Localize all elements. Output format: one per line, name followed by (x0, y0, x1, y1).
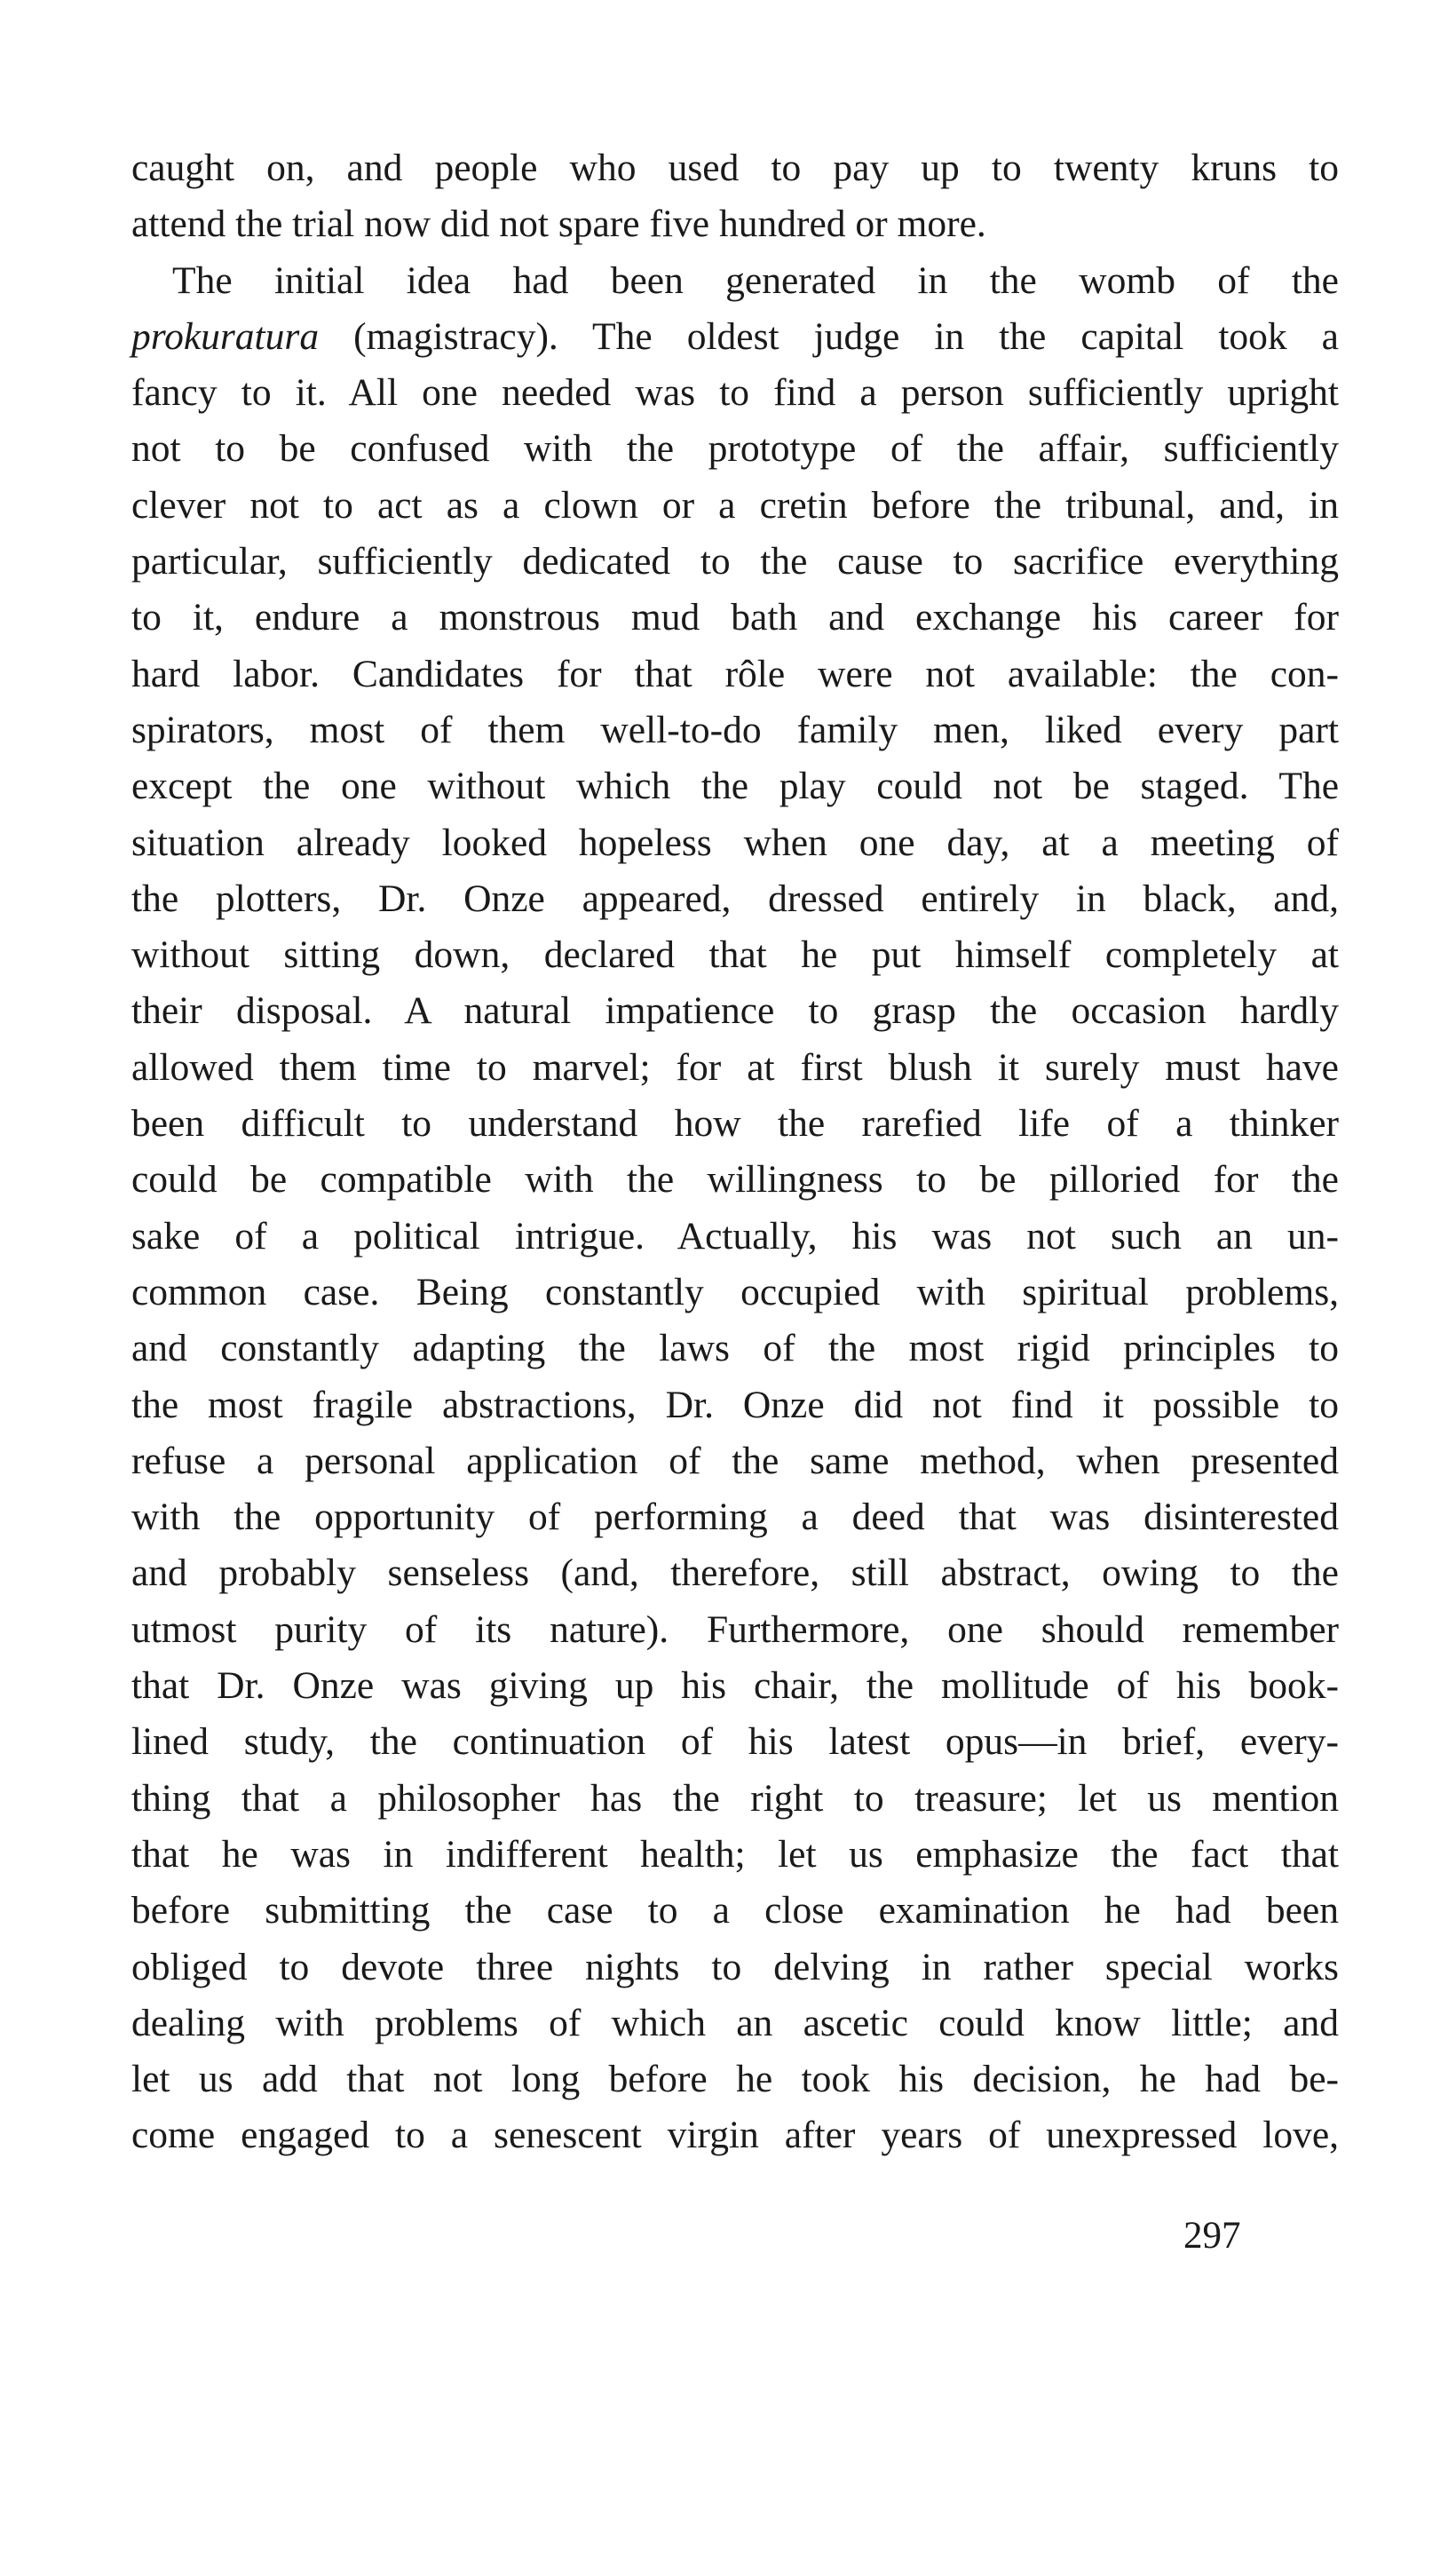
text-line: except the one without which the play could not be staged. The (131, 765, 1339, 808)
text-line: and probably senseless (and, therefore, still abstract, owing to the (131, 1551, 1339, 1595)
text-line: spirators, most of them well-to-do family men, liked every part (131, 708, 1339, 751)
body-text (131, 140, 1339, 2164)
text-line: come engaged to a senescent virgin after years of unexpressed love, (131, 2114, 1339, 2157)
text-line (131, 309, 1339, 365)
text-line: that he was in indifferent health; let us emphasize the fact that (131, 1832, 1339, 1876)
text-line: common case. Being constantly occupied with spiritual problems, (131, 1270, 1339, 1313)
text-line: clever not to act as a clown or a cretin before the tribunal, and, in (131, 483, 1339, 527)
text-line: the plotters, Dr. Onze appeared, dressed entirely in black, and, (131, 877, 1339, 920)
text-line: refuse a personal application of the same method, when presented (131, 1439, 1339, 1482)
text-line: been difficult to understand how the rarefied life of a thinker (131, 1102, 1339, 1146)
text-line: let us add that not long before he took his decision, he had be- (131, 2058, 1339, 2101)
text-line: obliged to devote three nights to delving in rather special works (131, 1945, 1339, 1988)
text-line: without sitting down, declared that he put himself completely at (131, 933, 1339, 977)
text-line: that Dr. Onze was giving up his chair, the mollitude of his book- (131, 1664, 1339, 1708)
text-line: with the opportunity of performing a deed that was disinterested (131, 1496, 1339, 1539)
text-line: attend the trial now did not spare five hundred or more. (131, 202, 986, 246)
text-line-rest: (magistracy). The oldest judge in the capital took a (353, 314, 1339, 358)
text-line: thing that a philosopher has the right to treasure; let us mention (131, 1776, 1339, 1820)
italic-term: prokuratura (131, 314, 320, 358)
text-line: their disposal. A natural impatience to grasp the occasion hardly (131, 989, 1339, 1033)
text-line: lined study, the continuation of his latest opus—in brief, every- (131, 1720, 1339, 1764)
text-line: the most fragile abstractions, Dr. Onze did not find it possible to (131, 1383, 1339, 1426)
page-number: 297 (1183, 2215, 1241, 2257)
text-line: The initial idea had been generated in the womb of the (172, 258, 1339, 302)
text-line: sake of a political intrigue. Actually, his was not such an un- (131, 1214, 1339, 1258)
text-line: particular, sufficiently dedicated to the cause to sacrifice everything (131, 540, 1339, 583)
text-line: utmost purity of its nature). Furthermore, one should remember (131, 1607, 1339, 1651)
text-line: not to be confused with the prototype of the affair, sufficiently (131, 427, 1339, 471)
text-line: allowed them time to marvel; for at first blush it surely must have (131, 1045, 1339, 1089)
text-line: before submitting the case to a close examination he had been (131, 1889, 1339, 1932)
text-line: fancy to it. All one needed was to find a person sufficiently upright (131, 371, 1339, 415)
text-line: hard labor. Candidates for that rôle were not available: the con- (131, 652, 1339, 695)
text-line: dealing with problems of which an ascetic could know little; and (131, 2001, 1339, 2044)
text-line: could be compatible with the willingness to be pilloried for the (131, 1158, 1339, 1202)
text-line: to it, endure a monstrous mud bath and exchange his career for (131, 596, 1339, 639)
text-line: and constantly adapting the laws of the most rigid principles to (131, 1327, 1339, 1370)
text-line: caught on, and people who used to pay up to twenty kruns to (131, 147, 1339, 189)
text-line: situation already looked hopeless when one day, at a meeting of (131, 821, 1339, 864)
